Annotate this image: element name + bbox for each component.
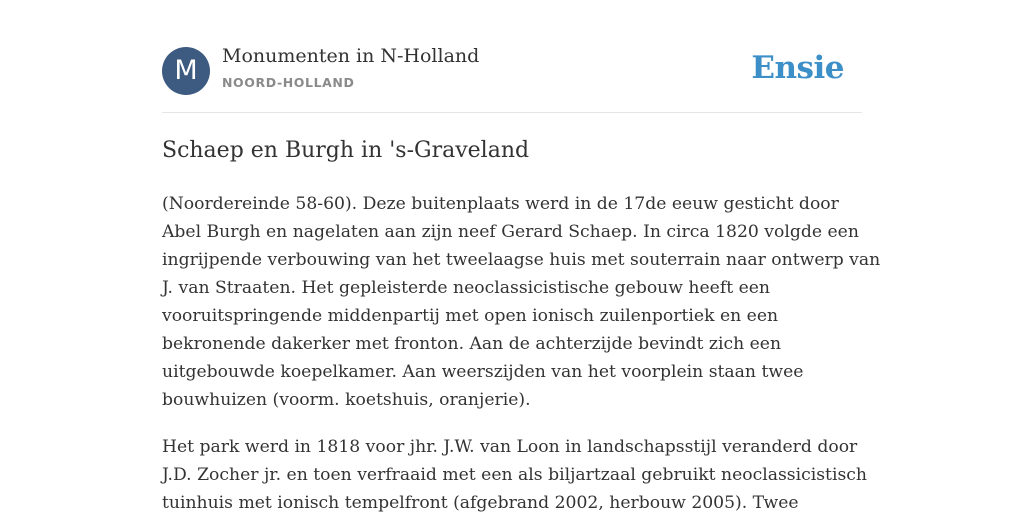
collection-avatar[interactable]: M: [162, 47, 210, 95]
article-title: Schaep en Burgh in 's-Graveland: [162, 138, 530, 163]
article-body: [162, 190, 882, 512]
article-paragraph: [162, 433, 882, 512]
paragraph-line: bouwhuizen (voorm. koetshuis, oranjerie).: [162, 390, 531, 410]
content-card: [162, 0, 881, 512]
paragraph-line: tuinhuis met ionisch tempelfront (afgebrand 2002, herbouw 2005). Twee: [162, 493, 799, 512]
ensie-logo[interactable]: Ensie: [751, 50, 844, 86]
collection-title-link[interactable]: Monumenten in N-Holland: [222, 45, 480, 67]
collection-subtitle: NOORD-HOLLAND: [222, 75, 355, 90]
paragraph-line: bekronende dakerker met fronton. Aan de achterzijde bevindt zich een: [162, 334, 782, 354]
paragraph-line: Abel Burgh en nagelaten aan zijn neef Gerard Schaep. In circa 1820 volgde een: [162, 222, 859, 242]
paragraph-line: ingrijpende verbouwing van het tweelaagse huis met souterrain naar ontwerp van: [162, 250, 881, 270]
paragraph-line: J. van Straaten. Het gepleisterde neoclassicistische gebouw heeft een: [162, 278, 770, 298]
collection-header: [162, 0, 862, 113]
paragraph-line: vooruitspringende middenpartij met open ionisch zuilenportiek en een: [162, 306, 779, 326]
paragraph-line: J.D. Zocher jr. en toen verfraaid met een als biljartzaal gebruikt neoclassicistisch: [162, 465, 867, 485]
paragraph-line: uitgebouwde koepelkamer. Aan weerszijden van het voorplein staan twee: [162, 362, 804, 382]
paragraph-line: (Noordereinde 58-60). Deze buitenplaats werd in de 17de eeuw gesticht door: [162, 194, 839, 214]
article-paragraph: [162, 190, 882, 414]
paragraph-line: Het park werd in 1818 voor jhr. J.W. van Loon in landschapsstijl veranderd door: [162, 437, 858, 457]
